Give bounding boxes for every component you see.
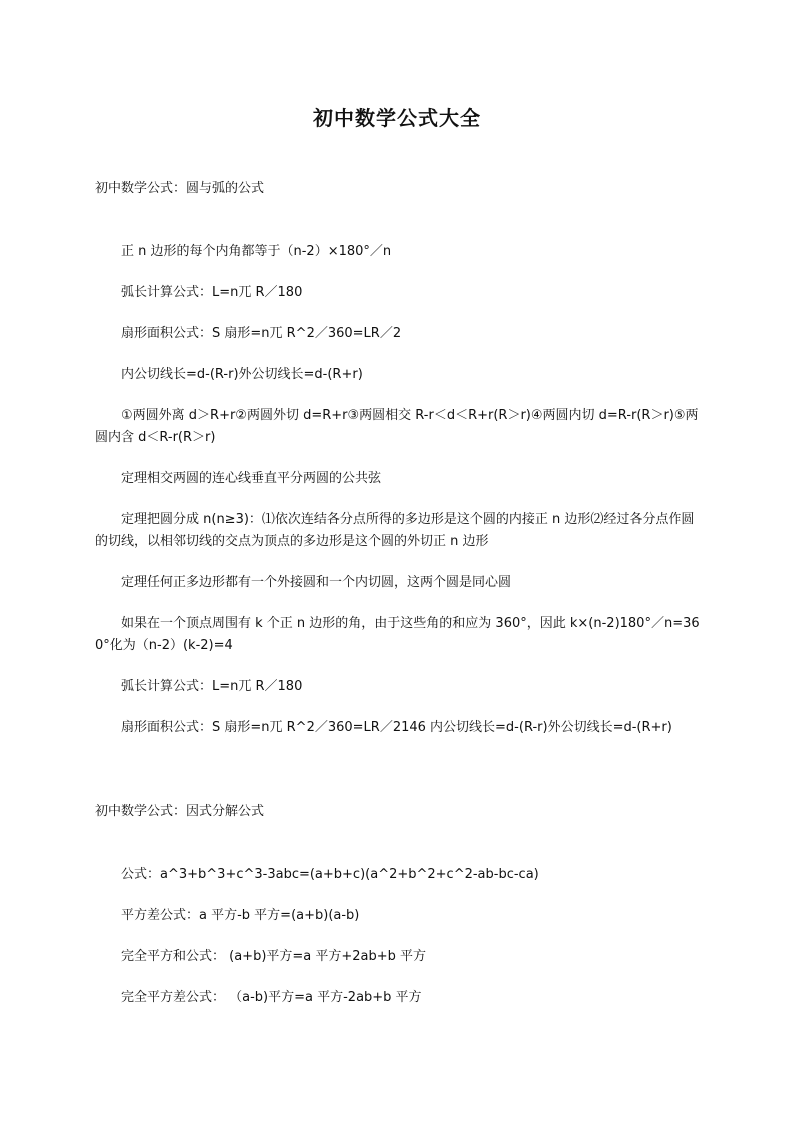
paragraph: 如果在一个顶点周围有 k 个正 n 边形的角，由于这些角的和应为 360°，因此 k×(n-2)180°／n=360°化为（n-2）(k-2)=4	[95, 616, 700, 653]
paragraph: 正 n 边形的每个内角都等于（n-2）×180°／n	[121, 244, 392, 259]
section-heading-circle: 初中数学公式：圆与弧的公式	[95, 181, 265, 196]
paragraph: 弧长计算公式：L=n兀 R／180	[121, 679, 303, 694]
paragraph: ①两圆外离 d＞R+r②两圆外切 d=R+r③两圆相交 R-r＜d＜R+r(R＞r)④两圆内切 d=R-r(R＞r)⑤两圆内含 d＜R-r(R＞r)	[95, 408, 699, 445]
paragraph: 内公切线长=d-(R-r)外公切线长=d-(R+r)	[121, 367, 363, 382]
paragraph: 平方差公式：a 平方-b 平方=(a+b)(a-b)	[121, 908, 360, 923]
paragraph: 公式：a^3+b^3+c^3-3abc=(a+b+c)(a^2+b^2+c^2-ab-bc-ca)	[121, 867, 539, 882]
page-title: 初中数学公式大全	[313, 106, 481, 130]
paragraph: 定理任何正多边形都有一个外接圆和一个内切圆，这两个圆是同心圆	[121, 575, 512, 590]
paragraph: 扇形面积公式：S 扇形=n兀 R^2／360=LR／2	[121, 326, 402, 341]
section-heading-factorization: 初中数学公式：因式分解公式	[95, 804, 265, 819]
paragraph: 完全平方差公式： （a-b)平方=a 平方-2ab+b 平方	[121, 990, 422, 1005]
paragraph: 定理相交两圆的连心线垂直平分两圆的公共弦	[121, 471, 382, 486]
paragraph: 完全平方和公式： (a+b)平方=a 平方+2ab+b 平方	[121, 949, 427, 964]
paragraph: 弧长计算公式：L=n兀 R／180	[121, 285, 303, 300]
paragraph: 定理把圆分成 n(n≥3)：⑴依次连结各分点所得的多边形是这个圆的内接正 n 边形⑵经过各分点作圆的切线，以相邻切线的交点为顶点的多边形是这个圆的外切正 n 边形	[95, 512, 695, 549]
paragraph: 扇形面积公式：S 扇形=n兀 R^2／360=LR／2146 内公切线长=d-(R-r)外公切线长=d-(R+r)	[121, 720, 672, 735]
